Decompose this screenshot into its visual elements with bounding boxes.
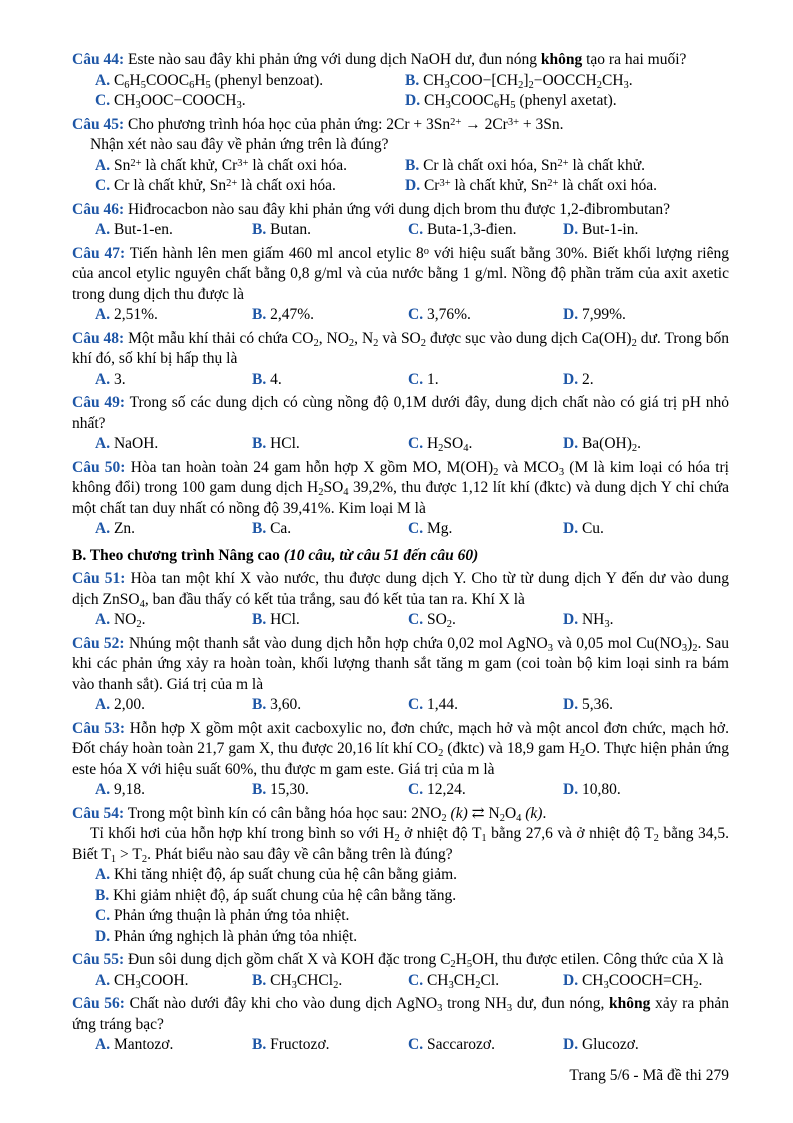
option-text: 1,44. xyxy=(426,696,458,713)
option-letter: D. xyxy=(563,435,579,452)
options xyxy=(72,1035,729,1056)
option-C xyxy=(408,519,563,540)
question-paragraph: Nhận xét nào sau đây về phản ứng trên là đúng? xyxy=(90,136,389,153)
option-A xyxy=(95,780,252,801)
option-text: 10,80. xyxy=(581,781,621,798)
option-B xyxy=(252,610,408,631)
option-D xyxy=(563,220,729,241)
option-letter: C. xyxy=(408,370,424,388)
option-C xyxy=(95,91,405,112)
option-letter: A. xyxy=(95,1036,111,1053)
option-letter: B. xyxy=(95,886,110,904)
option-text: $NO_2$. xyxy=(113,611,146,630)
option-text: 7,99%. xyxy=(581,306,626,323)
option-text: $C_6H_5COOC_6H_5$ (phenyl benzoat). xyxy=(113,71,324,91)
option-C xyxy=(408,971,563,992)
option-text: Khi giảm nhiệt độ, áp suất chung của hệ cân bằng tăng. xyxy=(113,886,457,904)
option-text: $Sn^{2+}$ là chất khử, $Cr^{3+}$ là chất oxi hóa. xyxy=(113,156,348,174)
option-A xyxy=(95,156,405,177)
options xyxy=(72,519,729,540)
option-letter: A. xyxy=(95,435,111,452)
option-letter: C. xyxy=(408,306,424,323)
option-text: But-1-en. xyxy=(113,221,173,238)
option-letter: C. xyxy=(408,611,424,628)
option-B xyxy=(252,220,408,241)
option-text: Cr là chất oxi hóa, $Sn^{2+}$ là chất khử. xyxy=(423,156,645,174)
option-text: HCl. xyxy=(270,611,300,628)
option-letter: C. xyxy=(408,971,424,989)
option-text: HCl. xyxy=(270,435,300,452)
option-letter: A. xyxy=(95,221,111,238)
option-letter: A. xyxy=(95,156,111,174)
option-letter: D. xyxy=(563,1036,579,1053)
option-letter: D. xyxy=(563,781,579,798)
option-B xyxy=(252,971,408,992)
options xyxy=(72,156,729,197)
option-letter: B. xyxy=(252,611,267,628)
question-text: Hỗn hợp X gồm một axit cacboxylic no, đơn chức, mạch hở và một ancol đơn chức, mạch hở. Đốt cháy hoàn toàn 21,7 gam X, thu được 20,16 lít khí $CO_2$ (đktc) và 18,9 gam $H_2O$. Thực hiện phản ứng este hóa X với hiệu suất 60%, thu được m gam este. Giá trị của m là xyxy=(72,719,729,778)
option-text: 1. xyxy=(426,370,439,388)
option-letter: D. xyxy=(563,306,579,323)
option-letter: C. xyxy=(408,221,424,238)
option-text: Cu. xyxy=(581,520,604,537)
option-C xyxy=(408,1035,563,1056)
option-text: 2. xyxy=(581,370,594,388)
option-C xyxy=(408,780,563,801)
question-text: Hòa tan một khí X vào nước, thu được dung dịch Y. Cho từ từ dung dịch Y đến dư vào dung dịch ZnSO$_4$, ban đầu thấy có kết tủa trắng, sau đó kết tủa tan ra. Khí X là xyxy=(72,570,729,610)
option-letter: D. xyxy=(95,927,111,945)
option-letter: D. xyxy=(563,611,579,628)
question-53 xyxy=(72,719,729,801)
options xyxy=(72,220,729,241)
option-letter: C. xyxy=(408,781,424,798)
option-D xyxy=(563,305,729,326)
option-letter: B. xyxy=(252,435,267,452)
option-text: $H_2SO_4$. xyxy=(426,435,473,454)
question-49 xyxy=(72,393,729,455)
question-statement xyxy=(72,719,729,781)
option-letter: D. xyxy=(563,520,579,537)
options xyxy=(72,434,729,455)
options xyxy=(72,305,729,326)
question-number: Câu 52: xyxy=(72,634,125,652)
option-A xyxy=(95,434,252,455)
option-text: Cr là chất khử, $Sn^{2+}$ là chất oxi hóa. xyxy=(113,177,336,194)
option-letter: D. xyxy=(563,971,579,989)
option-C xyxy=(408,220,563,241)
question-number: Câu 47: xyxy=(72,244,126,262)
option-D xyxy=(563,695,729,716)
option-text: 4. xyxy=(270,370,282,388)
option-A xyxy=(95,695,252,716)
option-letter: B. xyxy=(252,781,267,798)
option-A xyxy=(95,519,252,540)
question-text: Nhúng một thanh sắt vào dung dịch hỗn hợp chứa 0,02 mol AgNO$_3$ và 0,05 mol $Cu(NO_3)_2$. Sau khi các phản ứng xảy ra hoàn toàn, khối lượng thanh sắt tăng m gam (coi toàn bộ kim loại sinh ra bám vào thanh sắt). Giá trị của m là xyxy=(72,634,730,693)
question-number: Câu 51: xyxy=(72,570,126,587)
option-B xyxy=(405,156,729,177)
option-text: $CH_3COOH$. xyxy=(113,971,189,991)
question-text: Este nào sau đây khi phản ứng với dung dịch NaOH dư, đun nóng không tạo ra hai muối? xyxy=(127,51,687,68)
option-D xyxy=(405,91,729,112)
options xyxy=(72,695,729,716)
option-text: $Ba(OH)_2$. xyxy=(581,435,642,454)
option-B xyxy=(252,780,408,801)
option-B xyxy=(252,519,408,540)
question-statement xyxy=(72,115,729,136)
question-text: Đun sôi dung dịch gồm chất X và KOH đặc trong $C_2H_5OH$, thu được etilen. Công thức của X là xyxy=(127,951,724,970)
option-text: Zn. xyxy=(113,520,136,537)
page-footer xyxy=(72,1066,729,1087)
option-B xyxy=(252,305,408,326)
question-text: Cho phương trình hóa học của phản ứng: $2Cr + 3Sn^{2+} \to 2Cr^{3+} + 3Sn$. xyxy=(127,115,564,133)
option-C xyxy=(408,434,563,455)
question-statement xyxy=(72,200,729,221)
option-letter: B. xyxy=(252,971,267,989)
option-text: Saccarozơ. xyxy=(426,1036,495,1053)
option-text: 3,60. xyxy=(270,696,302,713)
options xyxy=(72,370,729,391)
option-letter: D. xyxy=(563,696,579,713)
question-statement xyxy=(72,244,729,306)
option-text: Khi tăng nhiệt độ, áp suất chung của hệ cân bằng giảm. xyxy=(113,866,458,883)
option-D xyxy=(563,780,729,801)
option-letter: A. xyxy=(95,696,111,713)
question-52 xyxy=(72,634,729,716)
option-B xyxy=(405,71,729,92)
question-text: Một mẫu khí thải có chứa $CO_2$, $NO_2$, $N_2$ và $SO_2$ được sục vào dung dịch $Ca(OH)_2$ dư. Trong bốn khí đó, số khí bị hấp thụ là xyxy=(72,329,729,367)
option-letter: C. xyxy=(408,520,424,537)
option-A xyxy=(95,220,252,241)
question-text: Tiến hành lên men giấm 460 ml ancol etylic 8$^o$ với hiệu suất bằng 30%. Biết khối lượng riêng của ancol etylic nguyên chất bằng 0,8 g/ml và của nước bằng 1 g/ml. Nồng độ phần trăm của axit axetic trong dung dịch thu được là xyxy=(72,244,729,303)
option-letter: C. xyxy=(408,1036,424,1053)
option-B xyxy=(252,434,408,455)
option-text: $CH_3OOC-COOCH_3$. xyxy=(113,92,246,111)
option-letter: B. xyxy=(252,370,267,388)
option-letter: C. xyxy=(95,907,111,924)
option-A xyxy=(72,865,729,886)
question-statement xyxy=(72,950,729,971)
option-letter: C. xyxy=(95,177,111,194)
question-45 xyxy=(72,115,729,197)
option-C xyxy=(95,176,405,197)
question-statement xyxy=(72,569,729,610)
option-text: $CH_3CHCl_2$. xyxy=(270,971,343,991)
question-number: Câu 50: xyxy=(72,458,126,476)
option-text: But-1-in. xyxy=(581,221,639,238)
option-letter: A. xyxy=(95,611,111,628)
option-letter: D. xyxy=(405,177,421,194)
option-B xyxy=(252,370,408,391)
options xyxy=(72,865,729,947)
option-letter: A. xyxy=(95,781,111,798)
question-50 xyxy=(72,458,729,540)
option-D xyxy=(563,519,729,540)
section-header: B. Theo chương trình Nâng cao (10 câu, từ câu 51 đến câu 60) xyxy=(72,546,479,564)
option-letter: B. xyxy=(405,71,420,89)
question-54 xyxy=(72,804,729,948)
questions-container xyxy=(72,50,729,1056)
question-text: Trong số các dung dịch có cùng nồng độ 0,1M dưới đây, dung dịch chất nào có giá trị pH nhỏ nhất? xyxy=(72,394,729,432)
options xyxy=(72,71,729,112)
option-text: $CH_3COOCH=CH_2$. xyxy=(581,971,703,991)
options xyxy=(72,610,729,631)
option-A xyxy=(95,610,252,631)
option-text: 2,47%. xyxy=(270,306,315,323)
option-text: 15,30. xyxy=(270,781,309,798)
option-D xyxy=(72,927,729,948)
option-letter: B. xyxy=(252,221,267,238)
question-44 xyxy=(72,50,729,112)
question-55 xyxy=(72,950,729,991)
option-A xyxy=(95,71,405,92)
question-statement xyxy=(72,50,729,71)
question-number: Câu 54: xyxy=(72,804,125,822)
option-text: Butan. xyxy=(270,221,311,238)
option-letter: A. xyxy=(95,306,111,323)
option-text: NaOH. xyxy=(113,435,159,452)
question-statement xyxy=(72,458,729,520)
option-letter: D. xyxy=(563,370,579,388)
question-number: Câu 48: xyxy=(72,329,125,347)
option-text: 12,24. xyxy=(426,781,466,798)
question-text: Trong một bình kín có cân bằng hóa học sau: $2NO_2$ (k) ⇄ $N_2O_4$ (k). xyxy=(127,804,547,824)
question-statement xyxy=(72,393,729,434)
question-51 xyxy=(72,569,729,631)
option-text: Ca. xyxy=(270,520,292,537)
option-letter: D. xyxy=(563,221,579,238)
question-number: Câu 49: xyxy=(72,394,126,411)
question-paragraph: Tỉ khối hơi của hỗn hợp khí trong bình so với $H_2$ ở nhiệt độ $T_1$ bằng 27,6 và ở nhiệt độ $T_2$ bằng 34,5. Biết $T_1 > T_2$. Phát biểu nào sau đây về cân bằng trên là đúng? xyxy=(72,825,729,865)
option-text: Phản ứng thuận là phản ứng tỏa nhiệt. xyxy=(113,907,350,924)
option-A xyxy=(95,370,252,391)
question-text: Hiđrocacbon nào sau đây khi phản ứng với dung dịch brom thu được 1,2-đibrombutan? xyxy=(127,200,670,218)
question-text: Chất nào dưới đây khi cho vào dung dịch AgNO$_3$ trong $NH_3$ dư, đun nóng, không xảy ra phản ứng tráng bạc? xyxy=(72,995,730,1033)
option-letter: A. xyxy=(95,71,111,89)
option-letter: C. xyxy=(408,696,424,713)
option-A xyxy=(95,305,252,326)
options xyxy=(72,780,729,801)
option-letter: C. xyxy=(95,92,111,109)
option-D xyxy=(563,434,729,455)
option-letter: D. xyxy=(405,92,421,109)
question-46 xyxy=(72,200,729,241)
option-text: 2,51%. xyxy=(113,306,158,323)
option-letter: A. xyxy=(95,971,111,989)
question-number: Câu 45: xyxy=(72,115,125,133)
question-statement xyxy=(72,329,729,370)
question-statement xyxy=(72,634,729,696)
question-number: Câu 44: xyxy=(72,51,125,68)
option-D xyxy=(563,610,729,631)
option-C xyxy=(408,305,563,326)
question-56 xyxy=(72,994,729,1056)
option-A xyxy=(95,1035,252,1056)
option-text: $CH_3CH_2Cl$. xyxy=(426,971,500,991)
question-47 xyxy=(72,244,729,326)
option-text: 5,36. xyxy=(581,696,613,713)
question-number: Câu 56: xyxy=(72,995,125,1012)
option-C xyxy=(408,695,563,716)
option-text: 2,00. xyxy=(113,696,145,713)
option-A xyxy=(95,971,252,992)
option-text: 3. xyxy=(113,370,126,388)
option-letter: B. xyxy=(252,306,267,323)
option-letter: A. xyxy=(95,370,111,388)
question-48 xyxy=(72,329,729,391)
option-C xyxy=(72,906,729,927)
option-D xyxy=(405,176,729,197)
option-text: $Cr^{3+}$ là chất khử, $Sn^{2+}$ là chất oxi hóa. xyxy=(423,177,658,194)
option-text: $CH_3COOC_6H_5$ (phenyl axetat). xyxy=(423,92,617,111)
question-number: Câu 53: xyxy=(72,719,126,737)
option-B xyxy=(252,695,408,716)
option-text: $CH_3COO-[CH_2]_2-OOCCH_2CH_3$. xyxy=(423,71,633,91)
option-text: Mg. xyxy=(426,520,453,537)
option-text: $SO_2$. xyxy=(426,611,456,630)
option-letter: B. xyxy=(252,1036,267,1053)
page-footer-text: Trang 5/6 - Mã đề thi 279 xyxy=(569,1066,729,1084)
option-text: Phản ứng nghịch là phản ứng tỏa nhiệt. xyxy=(113,927,358,945)
option-text: 3,76%. xyxy=(426,306,471,323)
option-D xyxy=(563,1035,729,1056)
option-letter: B. xyxy=(252,520,267,537)
option-letter: A. xyxy=(95,520,111,537)
option-D xyxy=(563,370,729,391)
option-text: Mantozơ. xyxy=(113,1036,174,1053)
option-text: Buta-1,3-đien. xyxy=(426,221,517,238)
option-C xyxy=(408,610,563,631)
option-C xyxy=(408,370,563,391)
question-text: Hòa tan hoàn toàn 24 gam hỗn hợp X gồm MO, $M(OH)_2$ và $MCO_3$ (M là kim loại có hóa trị không đổi) trong 100 gam dung dịch $H_2SO_4$ 39,2%, thu được 1,12 lít khí (đktc) và dung dịch Y chỉ chứa một chất tan duy nhất có nồng độ 39,41%. Kim loại M là xyxy=(72,458,729,517)
option-B xyxy=(72,886,729,907)
option-letter: B. xyxy=(405,156,420,174)
option-B xyxy=(252,1035,408,1056)
option-letter: B. xyxy=(252,696,267,713)
option-D xyxy=(563,971,729,992)
question-statement xyxy=(72,804,729,825)
option-text: Glucozơ. xyxy=(581,1036,639,1053)
question-number: Câu 46: xyxy=(72,200,125,218)
question-number: Câu 55: xyxy=(72,951,125,968)
option-letter: C. xyxy=(408,435,424,452)
option-text: Fructozơ. xyxy=(270,1036,330,1053)
option-text: 9,18. xyxy=(113,781,145,798)
question-statement xyxy=(72,994,729,1035)
option-text: $NH_3$. xyxy=(581,611,614,630)
option-letter: A. xyxy=(95,866,111,883)
options xyxy=(72,971,729,992)
